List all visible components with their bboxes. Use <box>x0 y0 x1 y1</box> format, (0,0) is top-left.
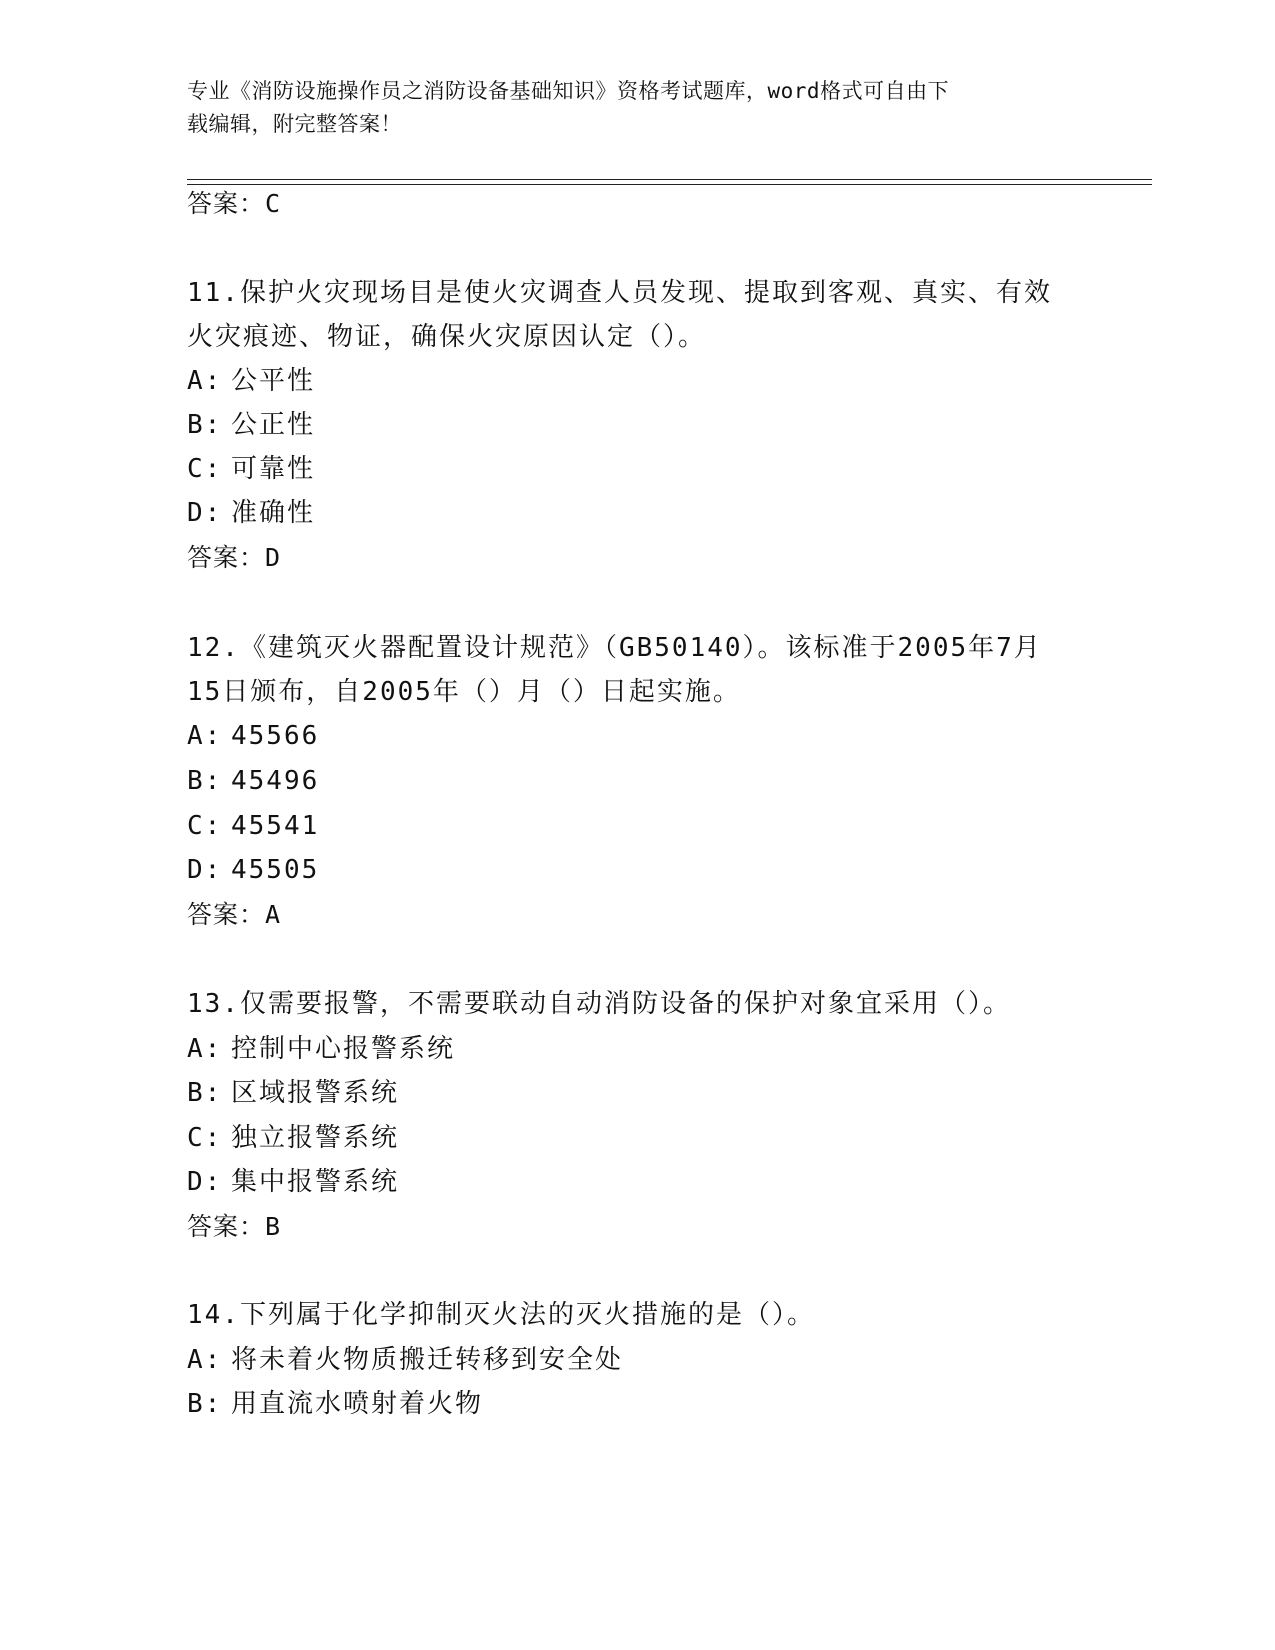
option-text: 公平性 <box>231 366 316 396</box>
document-header <box>187 75 1067 141</box>
question-11-option-a <box>187 363 315 399</box>
option-text: 区域报警系统 <box>231 1078 400 1108</box>
header-line-1: 专业《消防设施操作员之消防设备基础知识》资格考试题库，word格式可自由下 <box>187 79 950 103</box>
question-13-option-d <box>187 1164 399 1200</box>
question-12-stem-line-2: 15日颁布，自2005年（）月（）日起实施。 <box>187 677 741 707</box>
question-14-option-b <box>187 1386 483 1422</box>
option-key: A: <box>187 1034 223 1064</box>
question-11-stem-line-2: 火灾痕迹、物证，确保火灾原因认定（）。 <box>187 322 707 352</box>
option-key: D: <box>187 498 223 528</box>
question-11-answer: 答案：D <box>187 543 282 572</box>
option-key: A: <box>187 366 223 396</box>
option-text: 控制中心报警系统 <box>231 1034 456 1064</box>
question-12-option-c <box>187 808 319 844</box>
option-text: 45541 <box>231 811 320 841</box>
option-text: 用直流水喷射着火物 <box>231 1389 484 1419</box>
option-key: C: <box>187 811 223 841</box>
question-11-option-d <box>187 495 315 531</box>
option-key: C: <box>187 1123 223 1153</box>
question-13-answer: 答案：B <box>187 1212 282 1241</box>
option-key: A: <box>187 1345 223 1375</box>
question-13-option-c <box>187 1120 399 1156</box>
question-11-stem-line-1: 11.保护火灾现场目是使火灾调查人员发现、提取到客观、真实、有效 <box>187 278 1052 308</box>
answer-prev: 答案：C <box>187 189 282 218</box>
option-key: C: <box>187 454 223 484</box>
option-key: B: <box>187 410 223 440</box>
question-14-stem-line-1: 14.下列属于化学抑制灭火法的灭火措施的是（）。 <box>187 1300 815 1330</box>
option-text: 45505 <box>231 855 320 885</box>
header-divider-top <box>187 179 1152 180</box>
option-key: B: <box>187 1389 223 1419</box>
question-12-answer: 答案：A <box>187 900 282 929</box>
question-13-option-a <box>187 1031 455 1067</box>
option-text: 45496 <box>231 766 320 796</box>
option-text: 独立报警系统 <box>231 1123 400 1153</box>
question-14-option-a <box>187 1342 623 1378</box>
option-key: A: <box>187 721 223 751</box>
option-text: 公正性 <box>231 410 316 440</box>
option-text: 集中报警系统 <box>231 1167 400 1197</box>
question-13-option-b <box>187 1075 399 1111</box>
option-text: 可靠性 <box>231 454 316 484</box>
option-key: B: <box>187 766 223 796</box>
question-12-stem-line-1: 12.《建筑灭火器配置设计规范》（GB50140）。该标准于2005年7月 <box>187 633 1042 663</box>
question-12-option-d <box>187 852 319 888</box>
option-text: 将未着火物质搬迁转移到安全处 <box>231 1345 624 1375</box>
question-11-option-b <box>187 407 315 443</box>
option-text: 准确性 <box>231 498 316 528</box>
question-12-option-b <box>187 763 319 799</box>
option-key: D: <box>187 855 223 885</box>
header-divider-bottom <box>187 184 1152 185</box>
option-text: 45566 <box>231 721 320 751</box>
option-key: D: <box>187 1167 223 1197</box>
question-13-stem-line-1: 13.仅需要报警，不需要联动自动消防设备的保护对象宜采用（）。 <box>187 989 1011 1019</box>
question-11-option-c <box>187 451 315 487</box>
option-key: B: <box>187 1078 223 1108</box>
header-line-2: 载编辑，附完整答案！ <box>187 112 402 136</box>
question-12-option-a <box>187 718 319 754</box>
